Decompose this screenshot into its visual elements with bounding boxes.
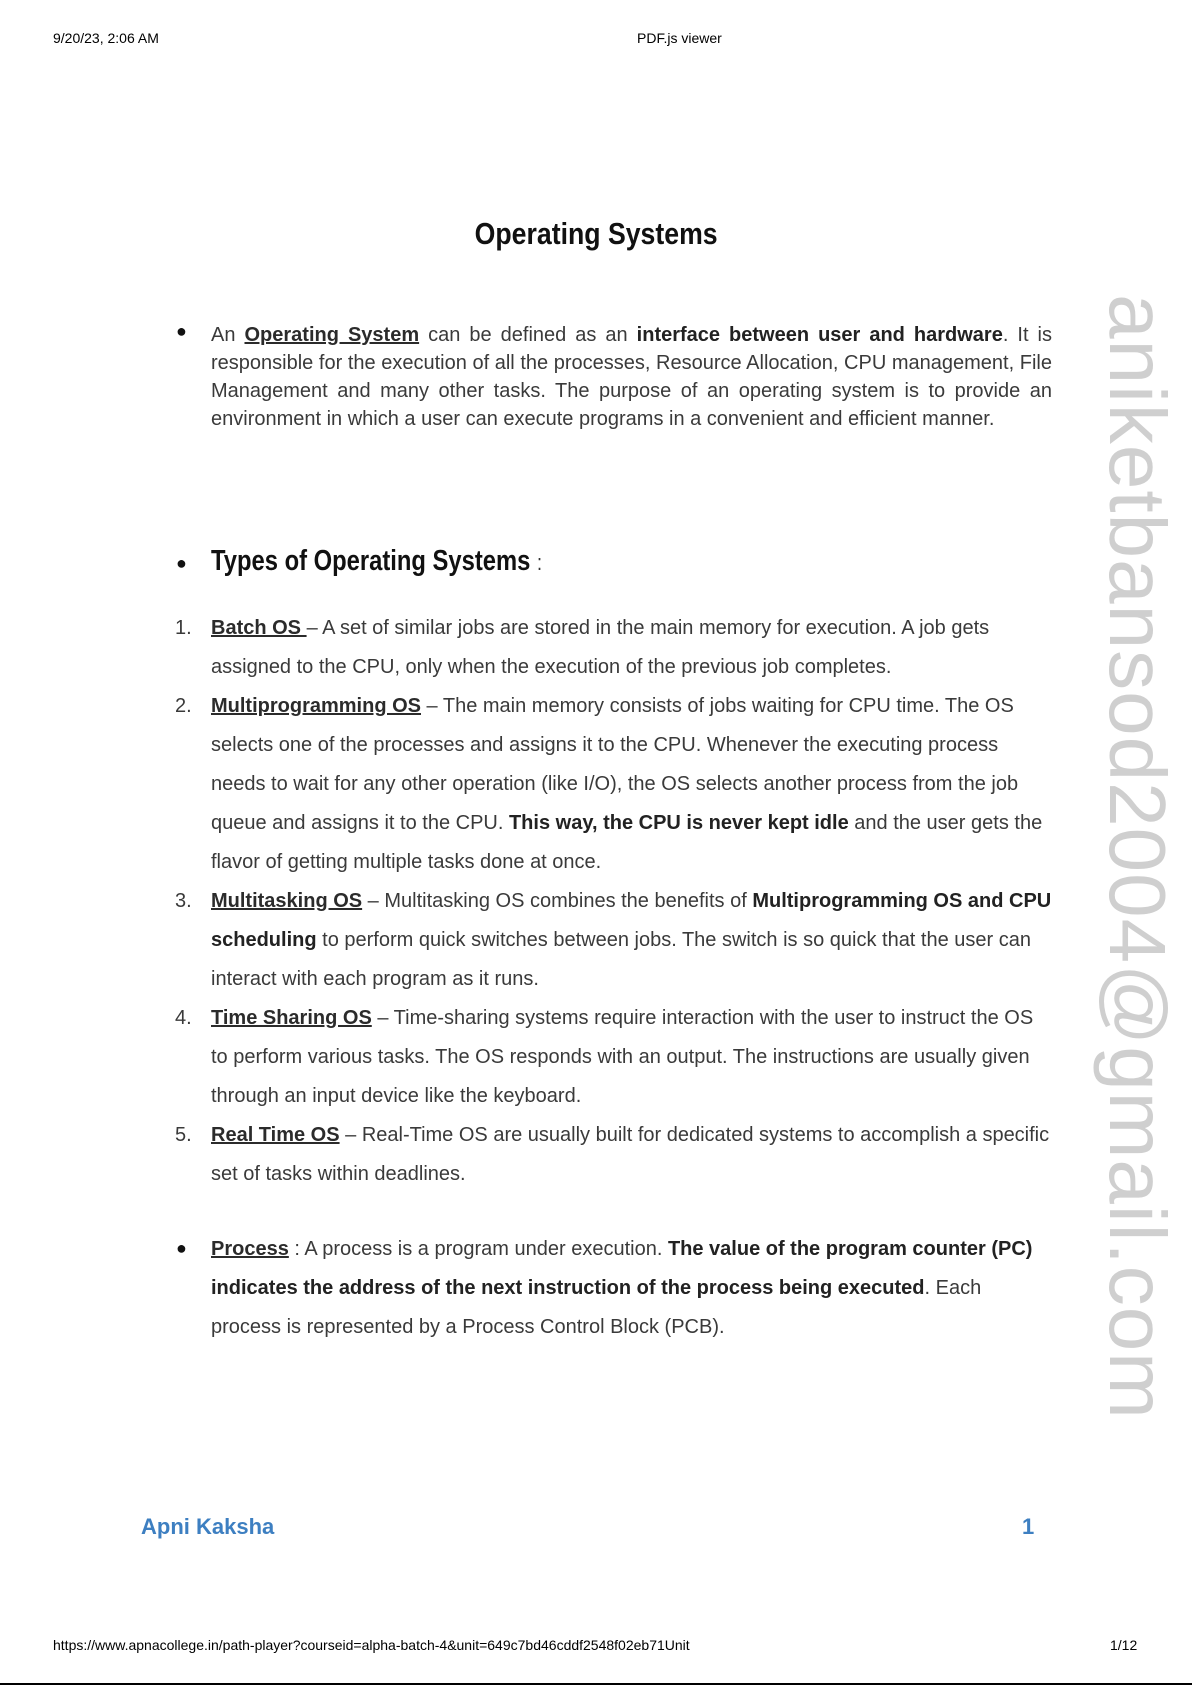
print-date: 9/20/23, 2:06 AM — [53, 30, 159, 46]
list-term: Batch OS — [211, 617, 307, 639]
list-number: 3. — [175, 890, 192, 912]
intro-text-mid: can be defined as an — [419, 324, 637, 346]
intro-text-post: . It is responsible for the execution of all the processes, Resource Allocation, CPU management, File Management and many other tasks. The purpose of an operating system is to provide an environment in which a user can execute programs in a convenient and efficient manner. — [211, 324, 1052, 430]
list-term: Multiprogramming OS — [211, 695, 421, 717]
list-term: Real Time OS — [211, 1124, 340, 1146]
term-operating-system: Operating System — [244, 324, 420, 346]
process-paragraph — [211, 1230, 1052, 1347]
email-watermark — [1092, 272, 1182, 1442]
viewer-title: PDF.js viewer — [637, 30, 722, 46]
list-text: – The main memory consists of jobs waiting for CPU time. The OS selects one of the processes and assigns it to the CPU. Whenever the executing process needs to wait for any other operation (like I/O), the OS selects another process from the job queue and assigns it to the CPU. — [211, 695, 1019, 834]
page-indicator: 1/12 — [1110, 1637, 1138, 1653]
list-item — [175, 882, 1055, 999]
process-bold: The value of the program counter (PC) indicates the address of the next instruction of the process being executed — [211, 1238, 1033, 1299]
list-term: Time Sharing OS — [211, 1007, 372, 1029]
list-item — [175, 609, 1055, 687]
types-heading-colon: : — [536, 550, 542, 575]
os-types-list — [175, 609, 1055, 1194]
list-item — [175, 999, 1055, 1116]
list-term: Multitasking OS — [211, 890, 363, 912]
bullet-icon: ● — [176, 321, 187, 341]
list-text: – Time-sharing systems require interaction with the user to instruct the OS to perform various tasks. The OS responds with an output. The instructions are usually given through an input device like the keyboard. — [211, 1007, 1034, 1107]
watermark-text: aniketbansod2004@gmail.com — [1093, 294, 1182, 1420]
footer-brand: Apni Kaksha — [141, 1514, 275, 1539]
page-url: https://www.apnacollege.in/path-player?courseid=alpha-batch-4&unit=649c7bd46cddf2548f02eb71Unit — [53, 1637, 690, 1653]
list-text: – A set of similar jobs are stored in the main memory for execution. A job gets assigned to the CPU, only when the execution of the previous job completes. — [211, 617, 990, 678]
bullet-icon: ● — [176, 553, 187, 573]
intro-paragraph — [211, 321, 1052, 433]
list-item — [175, 1116, 1055, 1194]
page-title: Operating Systems — [474, 216, 718, 251]
term-process: Process — [211, 1238, 289, 1260]
intro-bold: interface between user and hardware — [636, 324, 1003, 346]
list-item — [175, 687, 1055, 882]
list-number: 5. — [175, 1124, 192, 1146]
process-text-pre: : A process is a program under execution. — [288, 1238, 668, 1260]
list-number: 4. — [175, 1007, 192, 1029]
list-number: 1. — [175, 617, 192, 639]
list-text-after: to perform quick switches between jobs. The switch is so quick that the user can interact with each program as it runs. — [211, 929, 1031, 990]
list-text: – Real-Time OS are usually built for dedicated systems to accomplish a specific set of tasks within deadlines. — [211, 1124, 1050, 1185]
list-text-after: and the user gets the flavor of getting multiple tasks done at once. — [211, 812, 1043, 873]
types-heading-text: Types of Operating Systems — [211, 545, 531, 577]
list-bold: This way, the CPU is never kept idle — [508, 812, 849, 834]
bullet-icon: ● — [176, 1238, 187, 1258]
intro-text-pre: An — [211, 324, 245, 346]
section-heading-types — [211, 545, 542, 578]
list-number: 2. — [175, 695, 192, 717]
process-text-post: . Each process is represented by a Process Control Block (PCB). — [211, 1277, 982, 1338]
list-bold: Multiprogramming OS and CPU scheduling — [211, 890, 1052, 951]
list-text: – Multitasking OS combines the benefits of — [362, 890, 753, 912]
footer-page-number: 1 — [1022, 1514, 1035, 1539]
